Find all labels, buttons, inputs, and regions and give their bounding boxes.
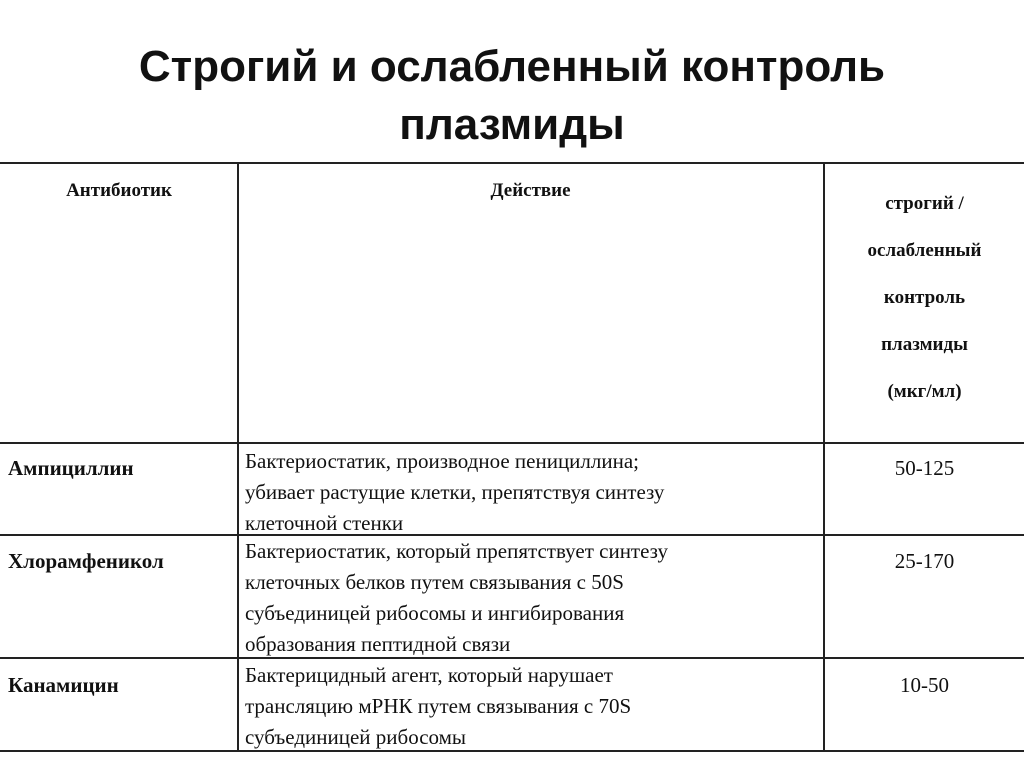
action-line: субъединицей рибосомы xyxy=(245,725,467,749)
action-line: субъединицей рибосомы и ингибирования xyxy=(245,601,625,625)
antibiotic-name: Канамицин xyxy=(8,673,119,697)
header-concentration xyxy=(825,180,1024,415)
action-line: Бактерицидный агент, который нарушает xyxy=(245,663,613,687)
header-line: контроль xyxy=(883,287,966,308)
header-action: Действие xyxy=(490,180,571,201)
action-line: Бактериостатик, производное пенициллина; xyxy=(245,449,640,473)
concentration-value: 10-50 xyxy=(900,673,949,697)
table-border-top xyxy=(0,162,1024,164)
header-line: строгий / xyxy=(885,193,964,214)
action-line: образования пептидной связи xyxy=(245,632,511,656)
action-line: трансляцию мРНК путем связывания с 70S xyxy=(245,694,632,718)
row-divider xyxy=(0,442,1024,444)
concentration-value: 25-170 xyxy=(894,549,955,573)
slide-title xyxy=(0,38,1024,154)
antibiotic-action xyxy=(245,660,820,753)
antibiotic-name: Ампициллин xyxy=(8,456,134,480)
antibiotic-action xyxy=(245,536,820,660)
header-line: ослабленный xyxy=(867,240,982,261)
header-antibiotic: Антибиотик xyxy=(66,180,172,201)
action-line: Бактериостатик, который препятствует синтезу xyxy=(245,539,669,563)
action-line: убивает растущие клетки, препятствуя синтезу xyxy=(245,480,665,504)
column-divider xyxy=(237,163,239,751)
action-line: клеточной стенки xyxy=(245,511,404,535)
action-line: клеточных белков путем связывания с 50S xyxy=(245,570,624,594)
title-line-1: Строгий и ослабленный контроль xyxy=(138,42,886,91)
concentration-value: 50-125 xyxy=(894,456,955,480)
antibiotic-action xyxy=(245,446,820,539)
antibiotic-name: Хлорамфеникол xyxy=(8,549,164,573)
title-line-2: плазмиды xyxy=(399,100,625,149)
header-line: плазмиды xyxy=(881,334,968,355)
header-line: (мкг/мл) xyxy=(887,381,962,402)
